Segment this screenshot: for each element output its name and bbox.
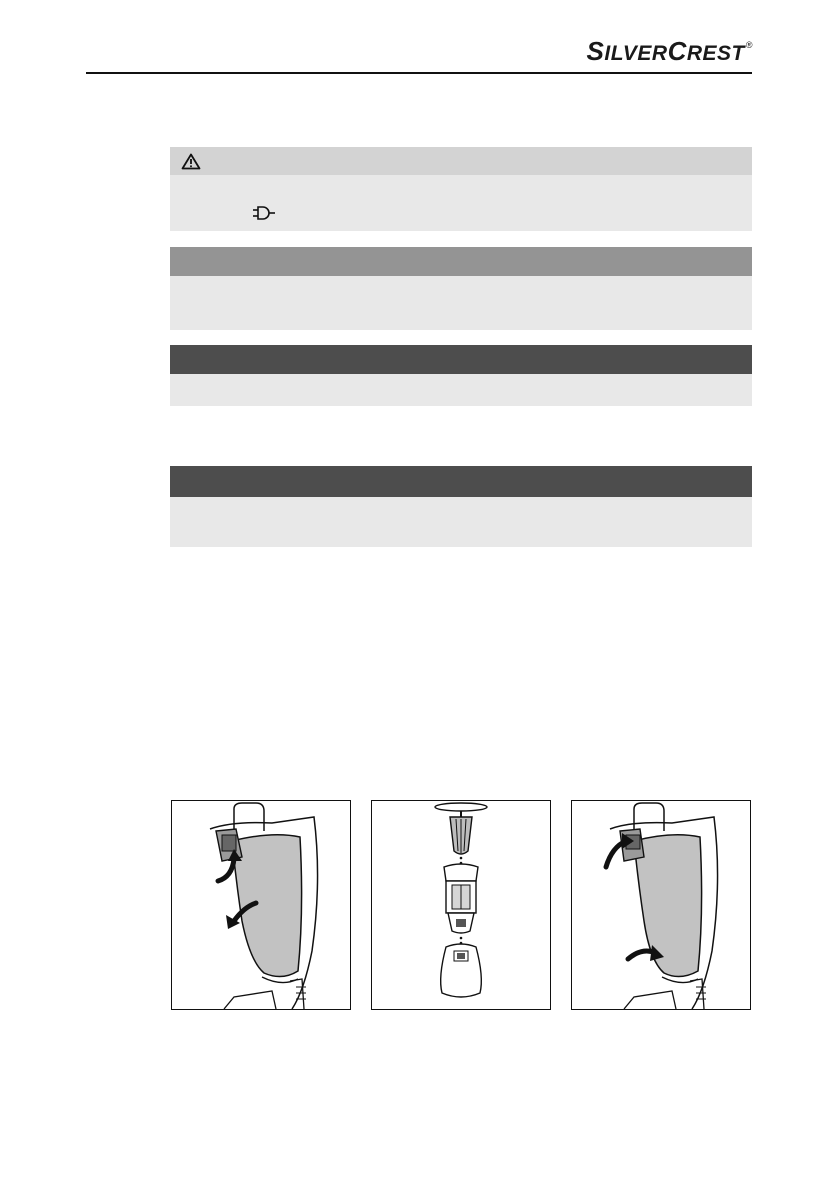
warning-box (170, 147, 752, 231)
notice-body-3 (170, 497, 752, 547)
notice-box-2 (170, 345, 752, 406)
notice-body-2 (170, 374, 752, 406)
brand-text-rest: REST (686, 42, 745, 65)
notice-header-bar-2 (170, 345, 752, 374)
brand-text-ilver: ILVER (604, 42, 668, 65)
mains-plug-icon (253, 206, 275, 220)
brand-letter-c: C (667, 36, 687, 66)
registered-mark: ® (745, 40, 753, 50)
brand-letter-s: S (586, 36, 605, 66)
notice-header-bar-1 (170, 247, 752, 276)
figure-close-dust-container (571, 800, 751, 1010)
warning-header-bar (170, 147, 752, 175)
brand-logo (587, 36, 753, 67)
figure-open-dust-container (171, 800, 351, 1010)
header-rule (86, 72, 752, 74)
notice-box-3 (170, 466, 752, 547)
notice-box-1 (170, 247, 752, 330)
notice-header-bar-3 (170, 466, 752, 497)
warning-body (170, 175, 752, 231)
notice-body-1 (170, 276, 752, 330)
figure-filter-assembly (371, 800, 551, 1010)
warning-triangle-icon (181, 153, 201, 170)
